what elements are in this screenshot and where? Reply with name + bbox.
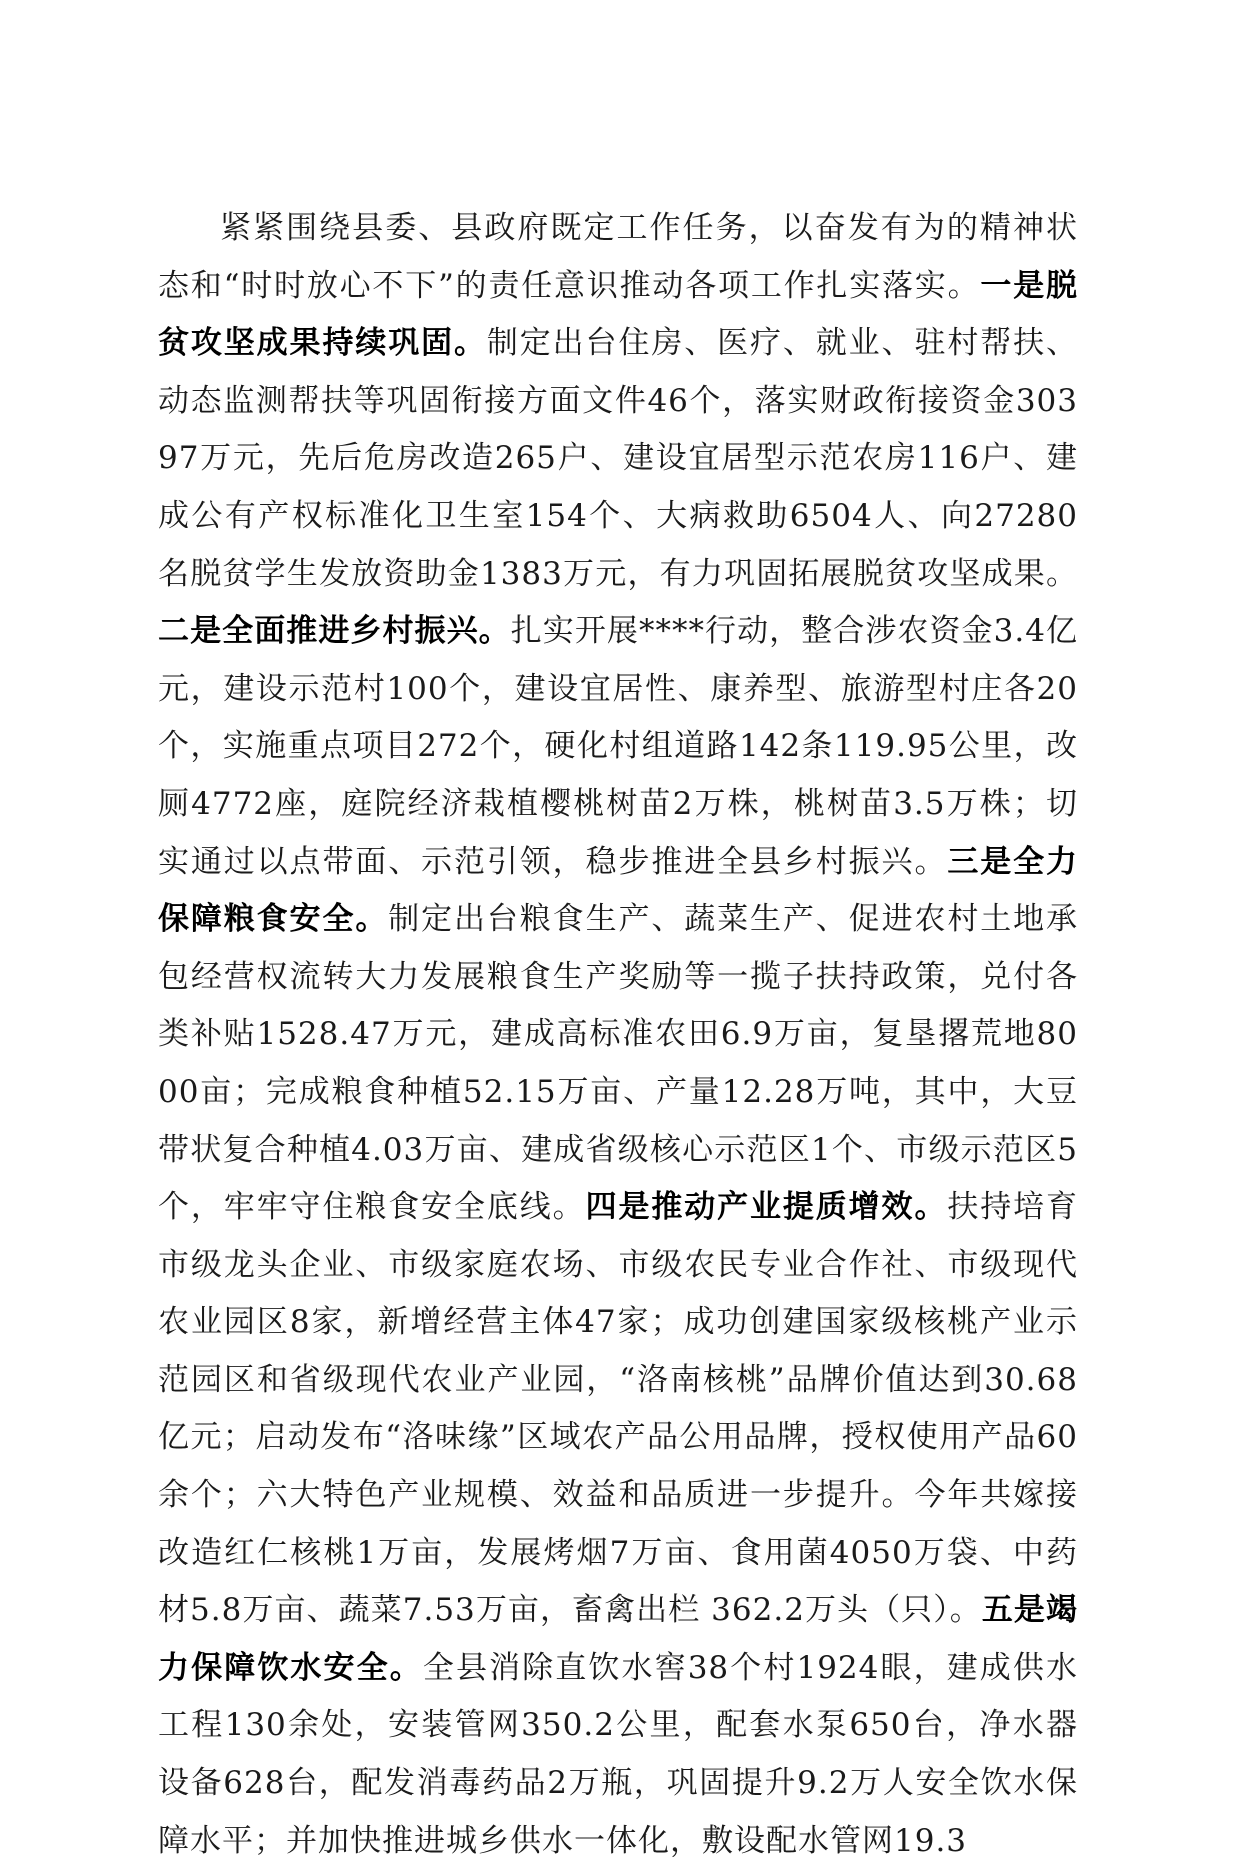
- heading-3-food-security: 三是全力保障粮食安全。: [158, 843, 1079, 938]
- heading-1-poverty: 一是脱贫攻坚成果持续巩固。: [158, 267, 1078, 362]
- heading-2-rural-revitalization: 二是全面推进乡村振兴。: [158, 613, 511, 650]
- body-paragraph: [158, 200, 1078, 1870]
- intro-text: 紧紧围绕县委、县政府既定工作任务，以奋发有为的精神状态和“时时放心不下”的责任意识推动各项工作扎实落实。: [158, 210, 1078, 304]
- heading-5-water-safety: 五是竭力保障饮水安全。: [158, 1592, 1078, 1686]
- heading-4-industry: 四是推动产业提质增效。: [585, 1189, 948, 1226]
- body-text-1: 制定出台住房、医疗、就业、驻村帮扶、动态监测帮扶等巩固衔接方面文件46个，落实财政衔接资金30397万元，先后危房改造265户、建设宜居型示范农房116户、建成公有产权标准化卫生室154个、大病救助6504人、向27280名脱贫学生发放资助金1383万元，有力巩固拓展脱贫攻坚成果。: [158, 325, 1078, 592]
- body-text-4: 扶持培育市级龙头企业、市级家庭农场、市级农民专业合作社、市级现代农业园区8家，新增经营主体47家；成功创建国家级核桃产业示范园区和省级现代农业产业园，“洛南核桃”品牌价值达到30.68亿元；启动发布“洛味缘”区域农产品公用品牌，授权使用产品60余个；六大特色产业规模、效益和品质进一步提升。今年共嫁接改造红仁核桃1万亩，发展烤烟7万亩、食用菌4050万袋、中药材5.8万亩、蔬菜7.53万亩，畜禽出栏 362.2万头（只）。: [158, 1189, 1079, 1629]
- body-text-2: 扎实开展****行动，整合涉农资金3.4亿元，建设示范村100个，建设宜居性、康养型、旅游型村庄各20个，实施重点项目272个，硬化村组道路142条119.95公里，改厕4772座，庭院经济栽植樱桃树苗2万株，桃树苗3.5万株；切实通过以点带面、示范引领，稳步推进全县乡村振兴。: [158, 613, 1078, 880]
- body-text-5: 全县消除直饮水窖38个村1924眼，建成供水工程130余处，安装管网350.2公里，配套水泵650台，净水器设备628台，配发消毒药品2万瓶，巩固提升9.2万人安全饮水保障水平；并加快推进城乡供水一体化，敷设配水管网19.3: [158, 1649, 1079, 1859]
- body-text-3: 制定出台粮食生产、蔬菜生产、促进农村土地承包经营权流转大力发展粮食生产奖励等一揽子扶持政策，兑付各类补贴1528.47万元，建成高标准农田6.9万亩，复垦撂荒地8000亩；完成粮食种植52.15万亩、产量12.28万吨，其中，大豆带状复合种植4.03万亩、建成省级核心示范区1个、市级示范区5个，牢牢守住粮食安全底线。: [158, 901, 1079, 1226]
